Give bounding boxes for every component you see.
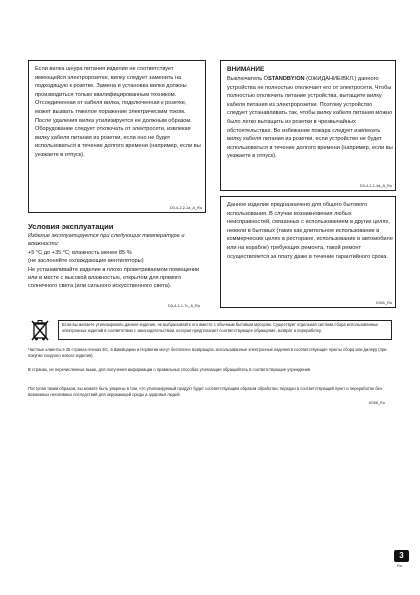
warning-code: D3-4-2-1-4a_A_Ru [359, 184, 392, 188]
weee-box-text: Если вы желаете утилизировать данное изделие, не выбрасывайте его вместе с обычным бытовым мусором. Существует отдельная система сбора использованных электронных изделий в соответствии с законодательством, которая предполагает соответствующее обращение, возврат и переработку. [62, 322, 379, 333]
plug-notice-box [28, 60, 206, 213]
language-code: Ru [397, 563, 403, 568]
conditions-code: D3-4-2-1-7c_A_Ru [168, 304, 200, 308]
conditions-placement: Не устанавливайте изделие в плохо проветриваемом помещении или в месте с высокой влажностью, открытом для прямого солнечного света (или сильного искусственного света). [28, 266, 200, 290]
conditions-temperature: +5 °C до +35 °C; влажность менее 85 % [28, 249, 132, 256]
household-use-code: K041_Ru [376, 301, 392, 305]
conditions-fans: (не заслоняйте охлаждающие вентиляторы) [28, 258, 144, 265]
page-number: 3 [394, 550, 409, 562]
warning-box [220, 60, 396, 191]
weee-box [58, 320, 392, 340]
warning-text: Выключатель ÓSTANDBY/ON (ОЖИДАНИЕ/ВКЛ.) данного устройства не полностью отключает его от электросети. Чтобы полностью отключить питание устройства, вытащите вилку кабеля питания из электророзетки. Поэтому устройство следует устанавливать так, чтобы вилку кабеля питания можно было легко вытащить из розетки в чрезвычайных обстоятельствах. Во избежание пожара следует извлекать вилку кабеля питания из розетки, если устройство не будет использоваться в течение долгого времени (например, если вы уезжаете в отпуск). [227, 76, 393, 160]
household-use-box [220, 196, 396, 308]
crossed-bin-icon [29, 318, 51, 342]
plug-notice-text: Если вилка шнура питания изделия не соответствует имеющейся электророзетке, вилку следует заменить на подходящую к розетке. Замена и установка вилки должны производиться только квалифицированным техником. Отсоединенная от кабеля вилка, подключенная к розетке, может вызвать тяжелое поражение электрическим током. После удаления вилка утилизируется ее должным образом. Оборудование следует отключать от электросети, извлекая вилку кабеля питания из розетки, если оно не будет использоваться в течение долгого времени (например, если вы уезжаете в отпуск). [35, 66, 201, 158]
standby-symbol-icon: Ó [263, 76, 269, 82]
weee-code: K058_Ru [369, 401, 385, 405]
plug-notice-code: D3-4-2-2-1a_A_Ru [169, 206, 202, 210]
weee-paragraph-2: В странах, не перечисленных выше, для получения информации о правильных способах утилизации обращайтесь в соответствующие учреждения. [28, 367, 312, 372]
conditions-title: Условия эксплуатации [28, 222, 114, 231]
weee-paragraph-1: Частные клиенты в 25 странах-членах ЕС, в Швейцарии и Норвегии могут бесплатно возвращать использованные электронные изделия в соответствующие пункты сбора или дилеру (при покупке сходного нового изделия). [28, 347, 387, 358]
conditions-text [28, 232, 208, 291]
household-use-text: Данное изделие предназначено для общего бытового использования. В случае возникновения любых неисправностей, связанных с использованием в других целях, нежели в бытовых (таких как длительное использование в коммерческих целях в ресторане, использование в автомобиле или на корабле) требующих ремонта, такой ремонт осуществляется за плату даже в течение гарантийного срока. [227, 202, 393, 260]
conditions-intro: Изделие эксплуатируется при следующих температуре и влажности: [28, 233, 185, 248]
warning-title: ВНИМАНИЕ [227, 66, 265, 73]
weee-paragraph-3: Поступая таким образом, вы можете быть уверены в том, что утилизируемый продукт будет соответствующим образом обработан, передан в соответствующий пункт и переработан без возможных негативных последствий для окружающей среды и здоровья людей. [28, 386, 382, 397]
